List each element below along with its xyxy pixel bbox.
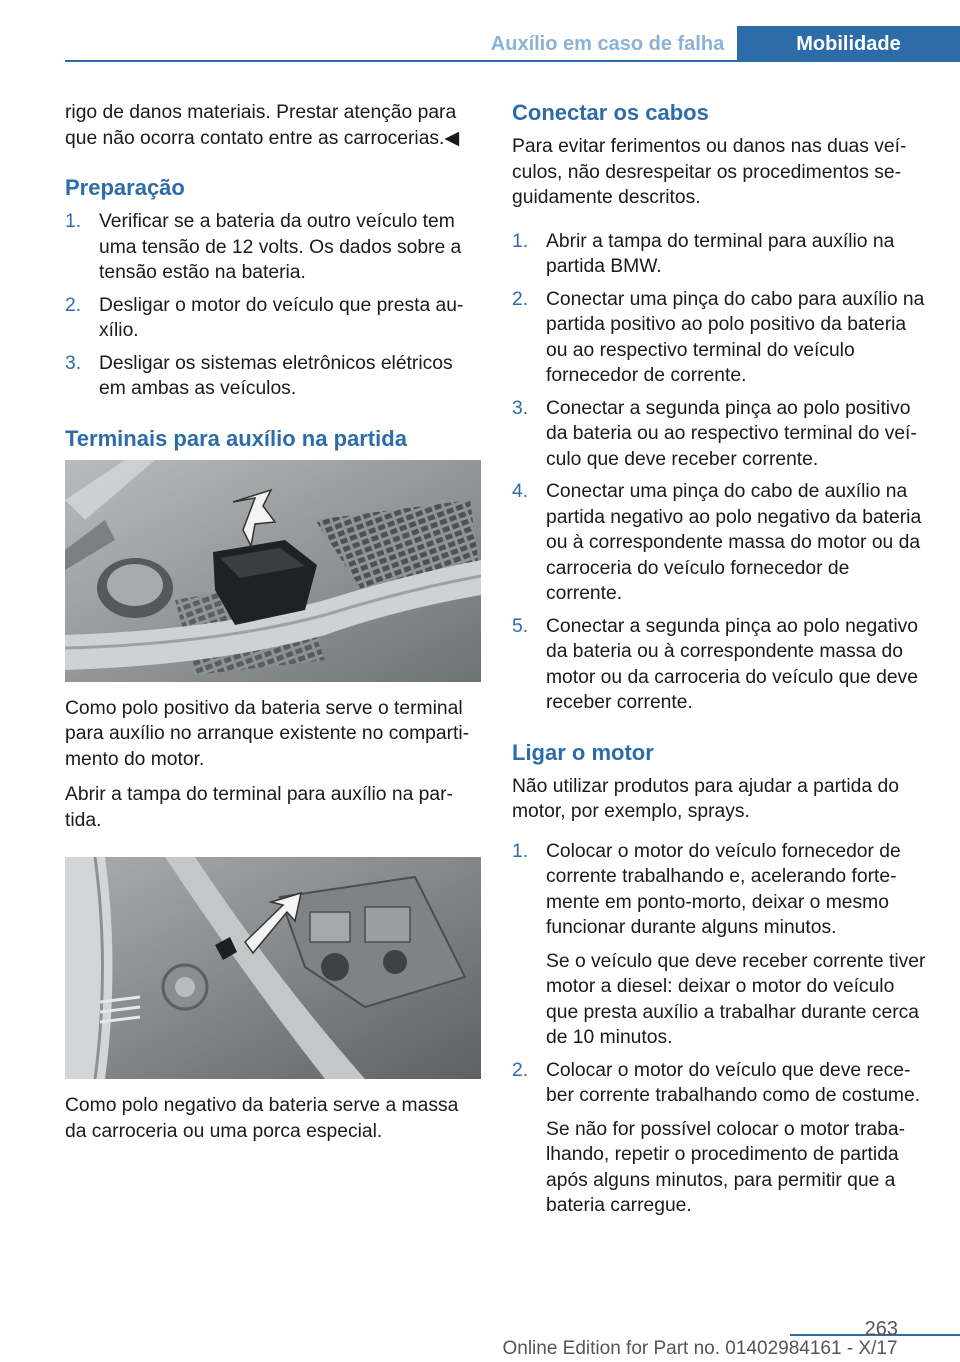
preparation-heading: Preparação — [65, 175, 185, 200]
list-item — [512, 839, 930, 1051]
step-text: Conectar a segunda pinça ao polo negativo da bateria ou à correspondente massa do motor ou da carroceria do veículo que deve receber corrente. — [546, 615, 918, 713]
header-chapter-tab: Mobilidade — [737, 26, 960, 62]
terminals-heading: Terminais para auxílio na partida — [65, 425, 407, 451]
page-header — [0, 0, 960, 62]
start-steps — [512, 839, 930, 1219]
step-text: Conectar uma pinça do cabo de auxílio na partida negativo ao polo negativo da bateria ou à correspondente massa do motor ou da carroceria do veículo fornecedor de corrente. — [546, 481, 922, 604]
positive-terminal-paragraph: Como polo positivo da bateria serve o terminal para auxílio no arranque existente no compartimento do motor. — [65, 697, 470, 770]
connect-steps — [512, 229, 930, 716]
step-text: Abrir a tampa do terminal para auxílio na partida BMW. — [546, 230, 895, 277]
step-text: Colocar o motor do veículo que deve receber corrente trabalhando como de costume. — [546, 1059, 921, 1106]
list-item — [512, 229, 930, 280]
header-rule — [65, 60, 960, 62]
step-number: 2. — [65, 294, 82, 316]
step-text: Desligar os sistemas eletrônicos elétricos em ambas as veículos. — [99, 352, 453, 399]
step-number: 1. — [65, 211, 82, 232]
list-item — [65, 293, 481, 344]
list-item — [512, 614, 930, 716]
step-number: 5. — [512, 615, 529, 637]
list-item — [65, 351, 481, 402]
list-item — [512, 479, 930, 607]
step-text: Conectar a segunda pinça ao polo positivo da bateria ou ao respectivo terminal do veículo que deve receber corrente. — [546, 397, 917, 470]
list-item — [512, 396, 930, 473]
list-item — [512, 287, 930, 389]
start-intro: Não utilizar produtos para ajudar a partida do motor, por exemplo, sprays. — [512, 775, 899, 822]
page-number: 263 — [864, 1318, 898, 1340]
edition-line: Online Edition for Part no. 01402984161 - X/17 — [502, 1338, 898, 1359]
step-number: 1. — [512, 840, 529, 862]
intro-paragraph: rigo de danos materiais. Prestar atenção para que não ocorra contato entre as carrocerias.◀ — [65, 102, 460, 149]
right-column — [512, 100, 930, 1231]
preparation-steps — [65, 209, 481, 402]
step-note: Se o veículo que deve receber corrente tiver motor a diesel: deixar o motor do veículo que presta auxílio a trabalhar durante cerca de 10 minutos. — [546, 950, 926, 1048]
open-cover-paragraph: Abrir a tampa do terminal para auxílio na partida. — [65, 784, 453, 831]
step-text: Desligar o motor do veículo que presta auxílio. — [99, 294, 464, 341]
step-text: Verificar se a bateria da outro veículo tem uma tensão de 12 volts. Os dados sobre a tensão estão na bateria. — [99, 211, 462, 283]
step-note: Se não for possível colocar o motor trabalhando, repetir o procedimento de partida após alguns minutos, para permitir que a bateria carregue. — [546, 1118, 906, 1216]
list-item — [65, 209, 481, 286]
step-text: Colocar o motor do veículo fornecedor de corrente trabalhando e, acelerando fortemente em ponto-morto, deixar o mesmo funcionar durante alguns minutos. — [546, 840, 901, 938]
connect-cables-heading: Conectar os cabos — [512, 100, 709, 125]
step-number: 1. — [512, 230, 529, 252]
negative-terminal-photo — [65, 857, 481, 1079]
header-section-title: Auxílio em caso de falha — [490, 33, 725, 55]
start-engine-heading: Ligar o motor — [512, 739, 654, 765]
step-number: 4. — [512, 481, 529, 502]
step-text: Conectar uma pinça do cabo para auxílio na partida positivo ao polo positivo da bateria ou ao respectivo terminal do veículo fornecedor de corrente. — [546, 288, 925, 386]
negative-terminal-paragraph: Como polo negativo da bateria serve a massa da carroceria ou uma porca especial. — [65, 1095, 459, 1142]
left-column — [65, 100, 481, 1154]
step-number: 3. — [512, 397, 529, 419]
step-number: 3. — [65, 352, 82, 374]
positive-terminal-photo — [65, 460, 481, 682]
connect-intro: Para evitar ferimentos ou danos nas duas veículos, não desrespeitar os procedimentos seguidamente descritos. — [512, 136, 907, 208]
step-number: 2. — [512, 288, 529, 310]
list-item — [512, 1058, 930, 1219]
step-number: 2. — [512, 1059, 529, 1081]
